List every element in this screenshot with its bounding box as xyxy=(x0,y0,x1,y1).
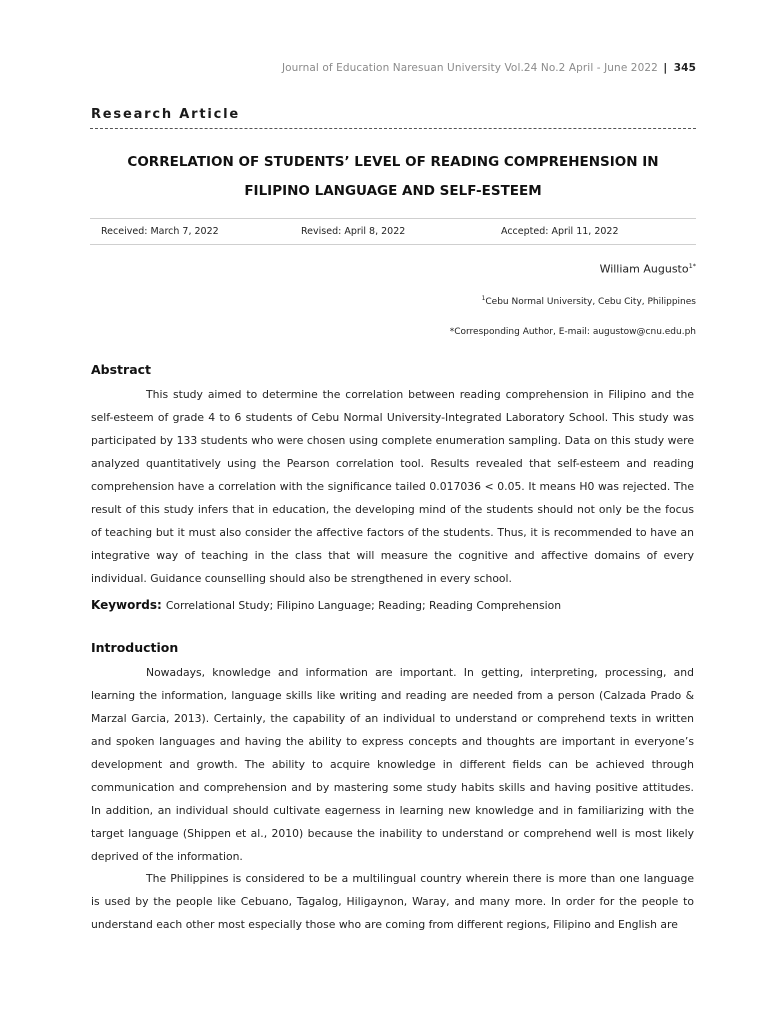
accepted-date: Accepted: April 11, 2022 xyxy=(501,226,619,237)
header-separator: | xyxy=(663,62,668,74)
keywords-text: Correlational Study; Filipino Language; Reading; Reading Comprehension xyxy=(165,599,562,612)
article-type-label: Research Article xyxy=(91,107,240,122)
author-affiliation xyxy=(482,295,696,307)
title-line-1: CORRELATION OF STUDENTS’ LEVEL OF READING COMPREHENSION IN xyxy=(127,154,659,170)
corresponding-author: *Corresponding Author, E-mail: augustow@cnu.edu.ph xyxy=(449,327,696,337)
title-line-2: FILIPINO LANGUAGE AND SELF-ESTEEM xyxy=(244,183,542,199)
introduction-paragraph-1: Nowadays, knowledge and information are important. In getting, interpreting, processing, and learning the information, language skills like writing and reading are needed from a person (Calzada Prado & Marzal Garcia, 2013). Certainly, the capability of an individual to understand or comprehend texts in written and spoken languages and having the ability to express concepts and thoughts are important in everyone’s development and growth. The ability to acquire knowledge in different fields can be achieved through communication and comprehension and by mastering some study habits skills and having positive attitudes. In addition, an individual should cultivate eagerness in learning new knowledge and in familiarizing with the target language (Shippen et al., 2010) because the inability to understand or comprehend well is most likely deprived of the information. xyxy=(91,666,694,863)
journal-citation: Journal of Education Naresuan University Vol.24 No.2 April - June 2022 xyxy=(281,62,658,74)
keywords-line xyxy=(91,598,561,612)
abstract-text: This study aimed to determine the correlation between reading comprehension in Filipino and the self-esteem of grade 4 to 6 students of Cebu Normal University-Integrated Laboratory School. This study was participated by 133 students who were chosen using complete enumeration sampling. Data on this study were analyzed quantitatively using the Pearson correlation tool. Results revealed that self-esteem and reading comprehension have a correlation with the significance tailed 0.017036 < 0.05. It means H0 was rejected. The result of this study infers that in education, the developing mind of the students should not only be the focus of teaching but it must also consider the affective factors of the students. Thus, it is recommended to have an integrative way of teaching in the class that will measure the cognitive and affective domains of every individual. Guidance counselling should also be strengthened in every school. xyxy=(91,388,694,585)
author-name: William Augusto xyxy=(599,262,689,276)
page-number: 345 xyxy=(673,62,696,74)
running-header xyxy=(282,62,696,74)
introduction-paragraph-2: The Philippines is considered to be a multilingual country wherein there is more than one language is used by the people like Cebuano, Tagalog, Hiligaynon, Waray, and many more. In order for the people to understand each other most especially those who are coming from different regions, Filipino and English are xyxy=(91,872,694,931)
introduction-heading: Introduction xyxy=(91,640,179,655)
dashed-divider xyxy=(90,128,696,129)
affiliation-mark: 1 xyxy=(481,295,486,302)
revised-date: Revised: April 8, 2022 xyxy=(301,226,406,237)
author-line xyxy=(600,262,696,276)
article-title xyxy=(90,148,696,206)
affiliation-text: Cebu Normal University, Cebu City, Philippines xyxy=(485,297,696,307)
submission-dates-bar xyxy=(90,218,696,245)
author-superscript: 1* xyxy=(688,262,696,270)
keywords-label: Keywords: xyxy=(91,598,162,612)
received-date: Received: March 7, 2022 xyxy=(101,226,219,237)
abstract-heading: Abstract xyxy=(91,362,152,377)
